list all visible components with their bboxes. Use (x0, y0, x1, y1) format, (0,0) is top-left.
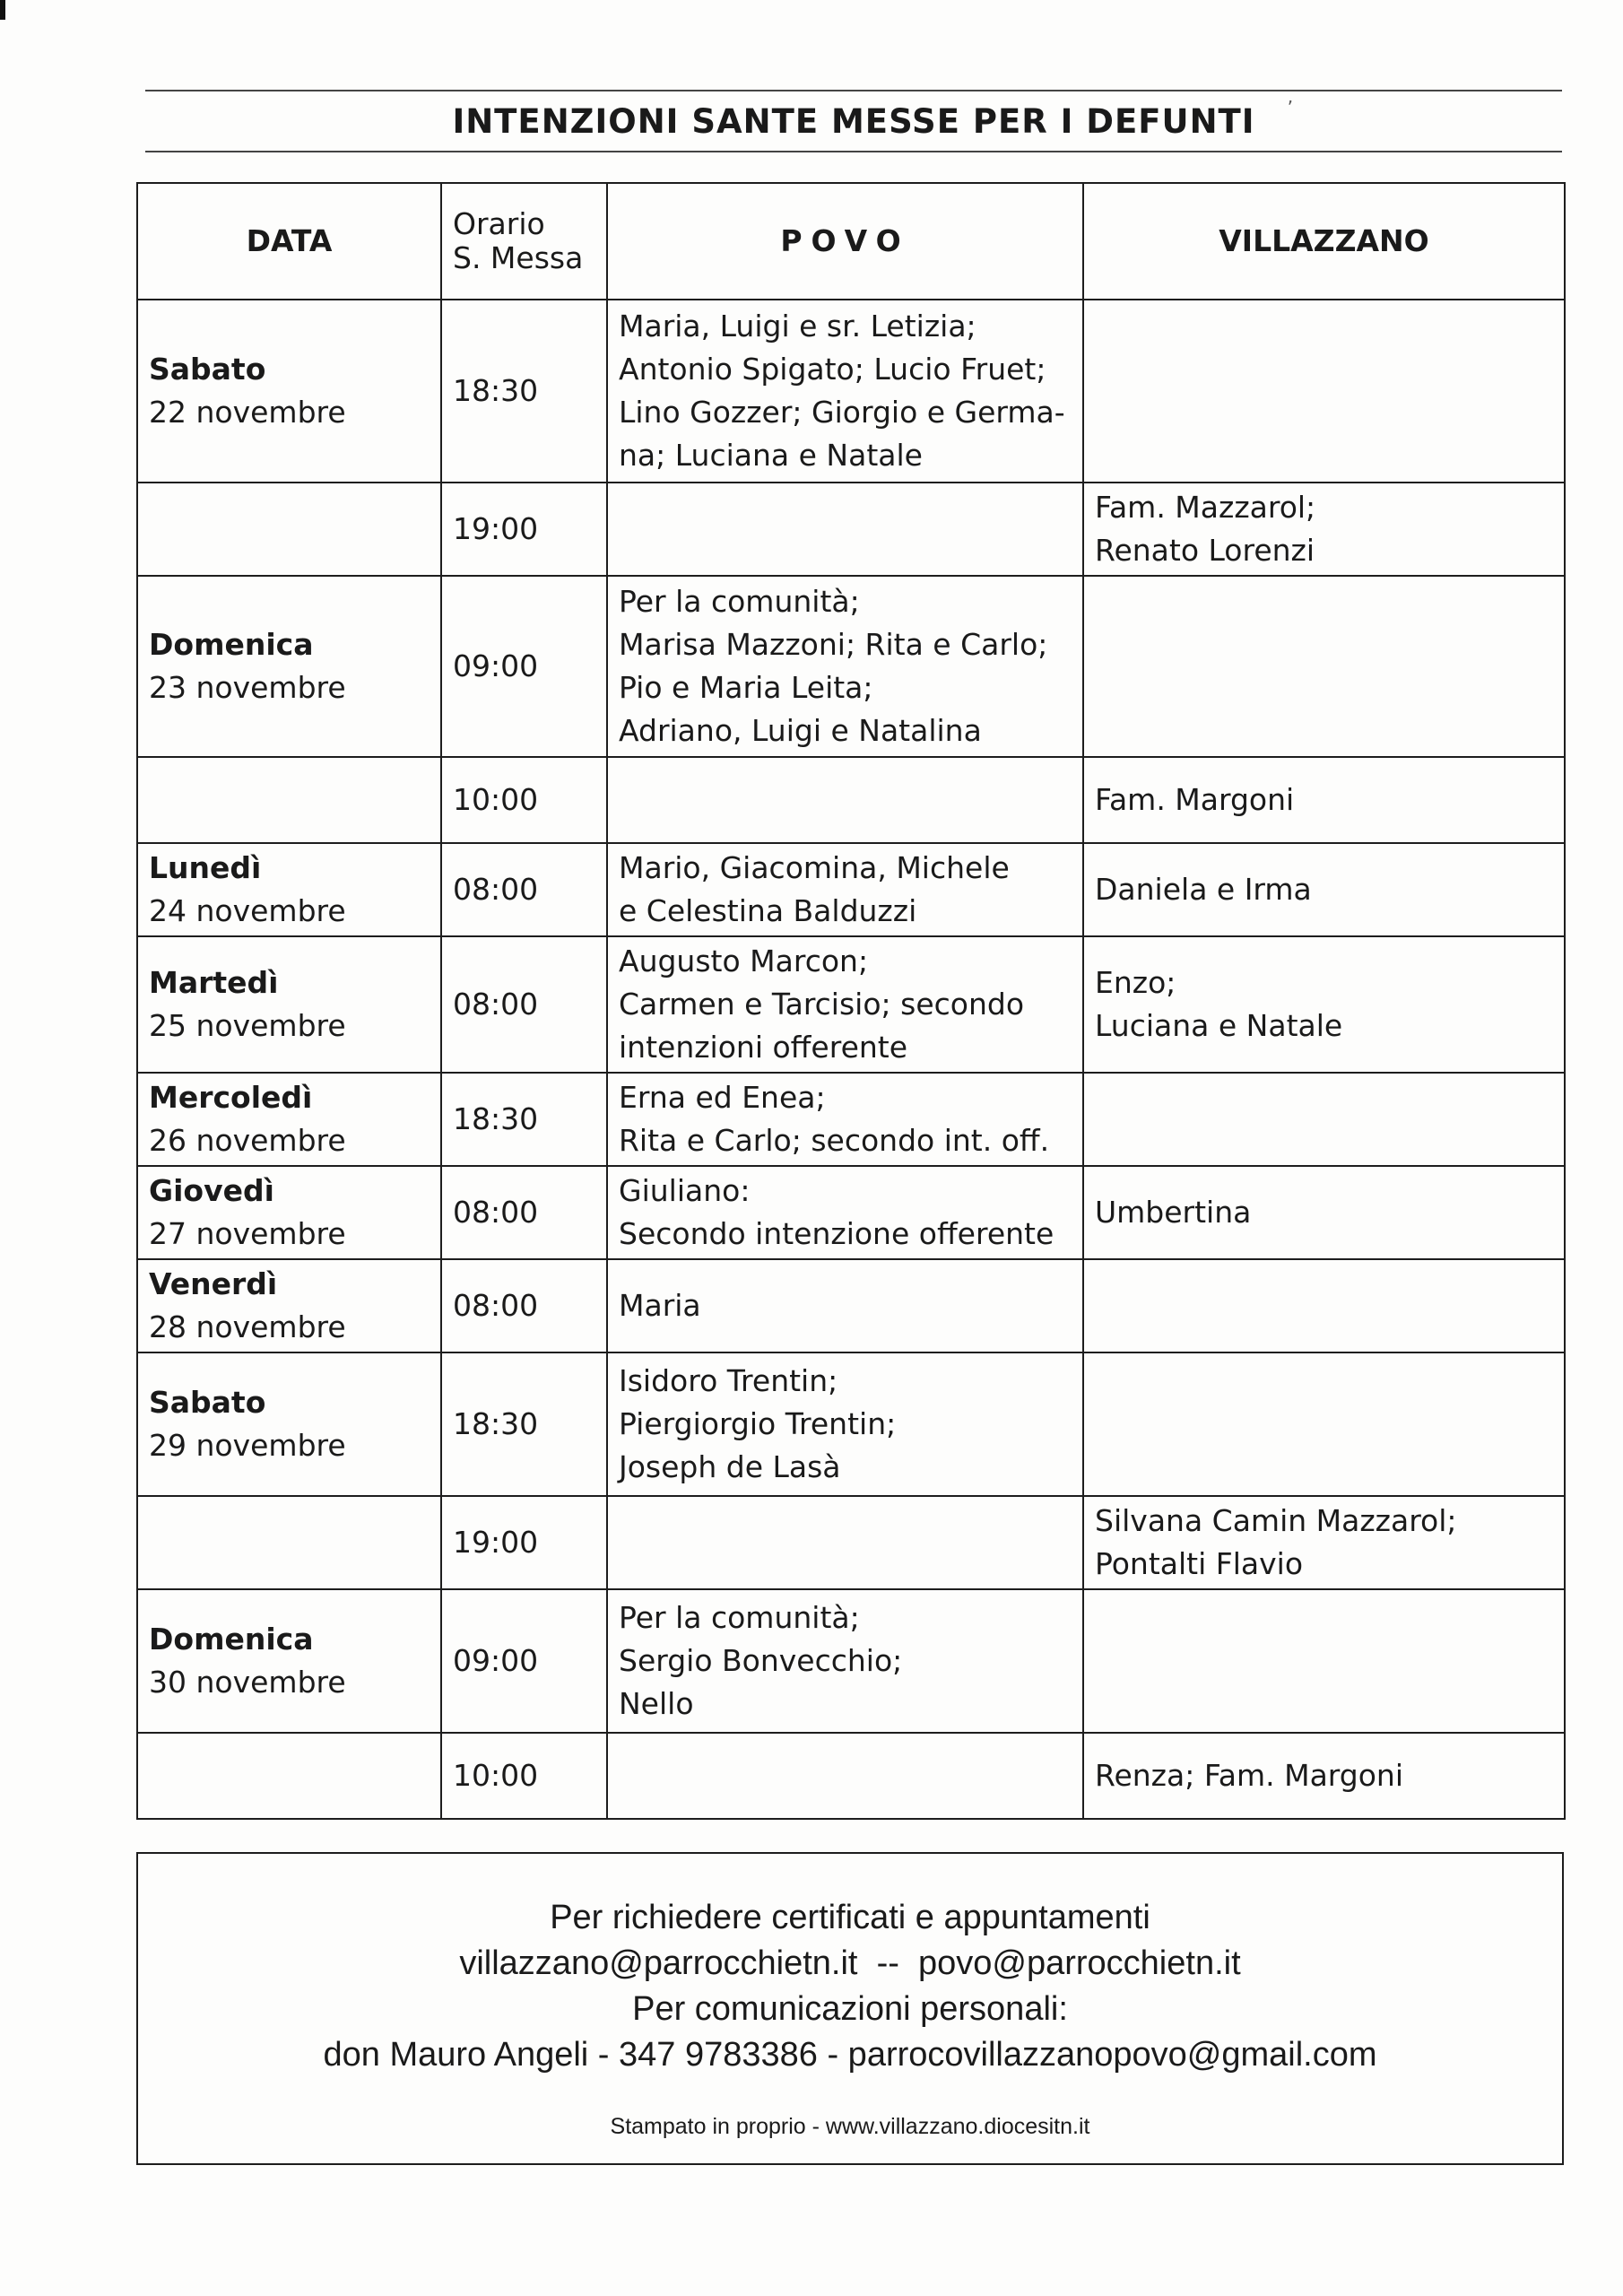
povo-intention-line: e Celestina Balduzzi (619, 893, 917, 928)
cell-povo (607, 576, 1083, 757)
cell-day (137, 1073, 441, 1166)
cell-time: 18:30 (441, 1073, 607, 1166)
weekday: Mercoledì (149, 1080, 313, 1115)
povo-intention-line: Antonio Spigato; Lucio Fruet; (619, 352, 1046, 387)
table-row (137, 843, 1565, 936)
villazzano-intention-line: Fam. Mazzarol; (1095, 490, 1316, 525)
weekday: Venerdì (149, 1266, 278, 1301)
date: 22 novembre (149, 395, 346, 430)
cell-time: 08:00 (441, 936, 607, 1073)
date: 26 novembre (149, 1123, 346, 1158)
cell-povo (607, 1073, 1083, 1166)
povo-intention-line: Mario, Giacomina, Michele (619, 850, 1010, 885)
cell-day (137, 936, 441, 1073)
schedule-body (137, 300, 1565, 1819)
contact-lines (138, 1895, 1562, 2078)
cell-villazzano (1083, 1166, 1565, 1259)
header-data: DATA (137, 183, 441, 300)
povo-intention-line: Maria (619, 1288, 701, 1323)
table-row (137, 576, 1565, 757)
villazzano-intention-line: Umbertina (1095, 1195, 1252, 1230)
villazzano-intention-line: Enzo; (1095, 965, 1176, 1000)
weekday: Domenica (149, 627, 314, 662)
table-row (137, 1166, 1565, 1259)
cell-time: 09:00 (441, 576, 607, 757)
cell-day (137, 757, 441, 843)
cell-povo (607, 757, 1083, 843)
cell-time: 10:00 (441, 1733, 607, 1819)
cell-villazzano (1083, 1259, 1565, 1352)
cell-time: 09:00 (441, 1589, 607, 1733)
cell-povo (607, 1589, 1083, 1733)
cell-povo (607, 1352, 1083, 1496)
date: 29 novembre (149, 1428, 346, 1463)
cell-villazzano (1083, 843, 1565, 936)
date: 30 novembre (149, 1665, 346, 1700)
mass-intentions-table (136, 182, 1566, 1820)
cell-time: 08:00 (441, 1166, 607, 1259)
cell-day (137, 1352, 441, 1496)
printed-note: Stampato in proprio - www.villazzano.diocesitn.it (610, 2114, 1090, 2139)
povo-intention-line: Maria, Luigi e sr. Letizia; (619, 309, 976, 344)
villazzano-intention-line: Renza; Fam. Margoni (1095, 1758, 1404, 1793)
povo-intention-line: Piergiorgio Trentin; (619, 1406, 897, 1441)
date: 27 novembre (149, 1216, 346, 1251)
cell-povo (607, 300, 1083, 483)
povo-intention-line: Isidoro Trentin; (619, 1363, 838, 1398)
date: 28 novembre (149, 1309, 346, 1344)
cell-day (137, 1733, 441, 1819)
povo-intention-line: Nello (619, 1686, 694, 1721)
povo-intention-line: Adriano, Luigi e Natalina (619, 713, 982, 748)
povo-intention-line: Sergio Bonvecchio; (619, 1643, 903, 1678)
table-row (137, 757, 1565, 843)
table-row (137, 1352, 1565, 1496)
header-orario-line2: S. Messa (453, 240, 584, 275)
cell-povo (607, 1733, 1083, 1819)
cell-day (137, 483, 441, 576)
cell-povo (607, 843, 1083, 936)
villazzano-intention-line: Luciana e Natale (1095, 1008, 1343, 1043)
cell-povo (607, 1166, 1083, 1259)
cell-villazzano (1083, 1733, 1565, 1819)
table-header-row (137, 183, 1565, 300)
weekday: Giovedì (149, 1173, 274, 1208)
povo-intention-line: Rita e Carlo; secondo int. off. (619, 1123, 1050, 1158)
date: 24 novembre (149, 893, 346, 928)
cell-povo (607, 1259, 1083, 1352)
cell-villazzano (1083, 576, 1565, 757)
cell-day (137, 300, 441, 483)
povo-intention-line: Carmen e Tarcisio; secondo (619, 987, 1025, 1022)
date: 25 novembre (149, 1008, 346, 1043)
villazzano-intention-line: Pontalti Flavio (1095, 1546, 1304, 1581)
title-stray-mark: ’ (1287, 97, 1293, 118)
cell-povo (607, 483, 1083, 576)
scan-edge-mark (0, 0, 5, 20)
cell-day (137, 1496, 441, 1589)
povo-intention-line: Marisa Mazzoni; Rita e Carlo; (619, 627, 1048, 662)
contact-box (136, 1852, 1564, 2165)
title-band (145, 90, 1562, 152)
contact-line-certificates: Per richiedere certificati e appuntamenti (550, 1899, 1150, 1936)
table-row (137, 1589, 1565, 1733)
povo-intention-line: Per la comunità; (619, 584, 860, 619)
cell-day (137, 1166, 441, 1259)
cell-time: 08:00 (441, 843, 607, 936)
cell-time: 19:00 (441, 1496, 607, 1589)
povo-intention-line: na; Luciana e Natale (619, 438, 923, 473)
cell-villazzano (1083, 757, 1565, 843)
povo-intention-line: Pio e Maria Leita; (619, 670, 873, 705)
povo-intention-line: Secondo intenzione offerente (619, 1216, 1055, 1251)
povo-intention-line: Lino Gozzer; Giorgio e Germa- (619, 395, 1065, 430)
table-row (137, 300, 1565, 483)
table-row (137, 1259, 1565, 1352)
table-row (137, 1496, 1565, 1589)
povo-intention-line: Erna ed Enea; (619, 1080, 826, 1115)
villazzano-intention-line: Renato Lorenzi (1095, 533, 1315, 568)
povo-intention-line: Joseph de Lasà (619, 1449, 841, 1484)
povo-intention-line: Per la comunità; (619, 1600, 860, 1635)
header-orario-line1: Orario (453, 206, 545, 241)
weekday: Domenica (149, 1622, 314, 1657)
povo-intention-line: Augusto Marcon; (619, 944, 869, 978)
header-villazzano: VILLAZZANO (1083, 183, 1565, 300)
cell-villazzano (1083, 1073, 1565, 1166)
contact-line-emails: villazzano@parrocchietn.it -- povo@parrocchietn.it (459, 1944, 1241, 1982)
cell-villazzano (1083, 1589, 1565, 1733)
weekday: Martedì (149, 965, 279, 1000)
cell-time: 18:30 (441, 300, 607, 483)
cell-villazzano (1083, 300, 1565, 483)
cell-day (137, 576, 441, 757)
cell-time: 18:30 (441, 1352, 607, 1496)
cell-time: 08:00 (441, 1259, 607, 1352)
cell-time: 19:00 (441, 483, 607, 576)
villazzano-intention-line: Daniela e Irma (1095, 872, 1312, 907)
cell-villazzano (1083, 1352, 1565, 1496)
villazzano-intention-line: Silvana Camin Mazzarol; (1095, 1503, 1457, 1538)
cell-povo (607, 936, 1083, 1073)
table-row (137, 1073, 1565, 1166)
contact-line-priest: don Mauro Angeli - 347 9783386 - parrocovillazzanopovo@gmail.com (323, 2036, 1377, 2074)
page-title: INTENZIONI SANTE MESSE PER I DEFUNTI (452, 101, 1255, 141)
cell-day (137, 1259, 441, 1352)
villazzano-intention-line: Fam. Margoni (1095, 782, 1295, 817)
weekday: Lunedì (149, 850, 262, 885)
table-row (137, 1733, 1565, 1819)
header-povo: POVO (607, 183, 1083, 300)
cell-villazzano (1083, 483, 1565, 576)
table-row (137, 483, 1565, 576)
weekday: Sabato (149, 352, 266, 387)
povo-intention-line: Giuliano: (619, 1173, 751, 1208)
cell-villazzano (1083, 936, 1565, 1073)
cell-day (137, 843, 441, 936)
cell-povo (607, 1496, 1083, 1589)
contact-line-personal: Per comunicazioni personali: (632, 1990, 1068, 2028)
cell-time: 10:00 (441, 757, 607, 843)
table-row (137, 936, 1565, 1073)
weekday: Sabato (149, 1385, 266, 1420)
date: 23 novembre (149, 670, 346, 705)
cell-villazzano (1083, 1496, 1565, 1589)
povo-intention-line: intenzioni offerente (619, 1030, 908, 1065)
header-orario (441, 183, 607, 300)
cell-day (137, 1589, 441, 1733)
